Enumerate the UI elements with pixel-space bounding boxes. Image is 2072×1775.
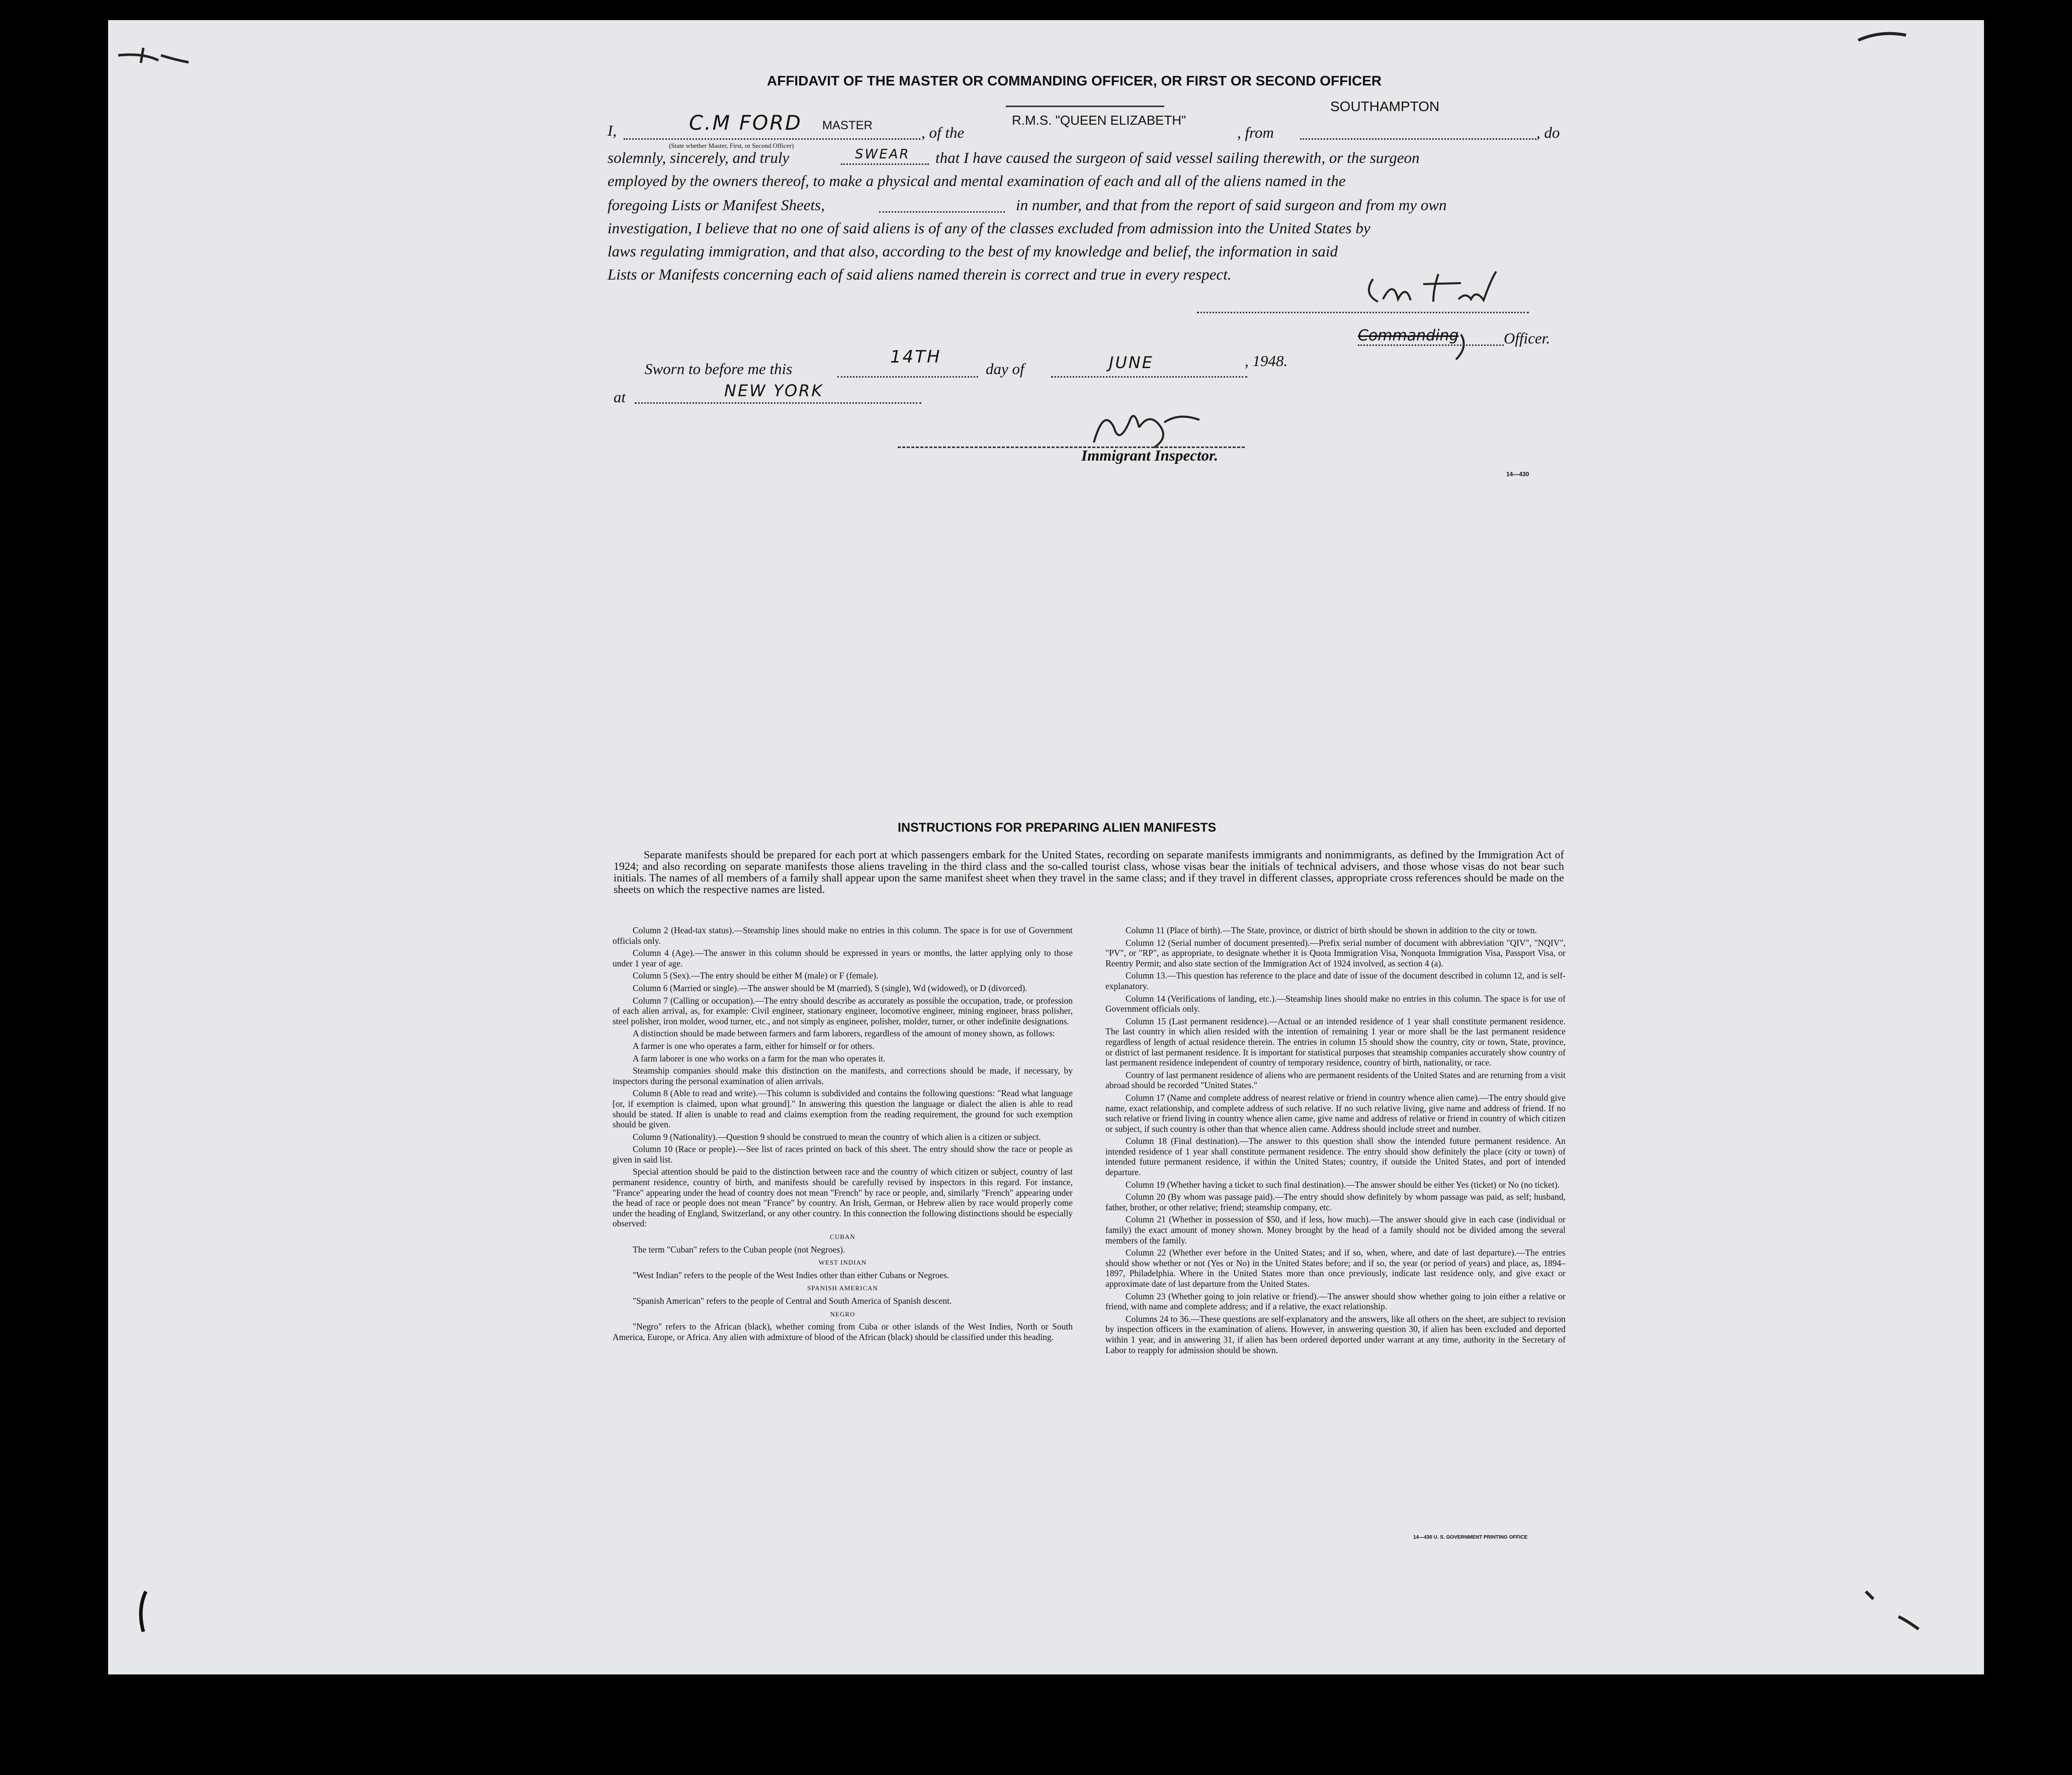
instruction-text: Country of last permanent residence of aliens who are permanent residents of the United States and are returning from a visit abroad should be recorded "United States." xyxy=(1105,1070,1566,1091)
instruction-text: A distinction should be made between farmers and farm laborers, regardless of the amount of money shown, as follows: xyxy=(633,1028,1055,1039)
instruction-lead: Column 18 (Final destination). xyxy=(1126,1136,1240,1146)
instruction-lead: Column 21 (Whether in possession of $50, and if less, how much). xyxy=(1126,1214,1371,1225)
instruction-lead: Column 15 (Last permanent residence). xyxy=(1126,1016,1269,1026)
inspector-signature xyxy=(1084,397,1215,453)
port-line xyxy=(1300,138,1536,140)
instruction-lead: Column 4 (Age). xyxy=(633,948,695,958)
affidavit-line6: laws regulating immigration, and that also, according to the best of my knowledge and belief, the information in said xyxy=(608,242,1338,260)
master-signature xyxy=(1358,264,1509,309)
instruction-lead: Column 2 (Head-tax status). xyxy=(633,925,734,935)
day-line xyxy=(837,376,978,378)
instruction-lead: Column 19 (Whether having a ticket to such final destination). xyxy=(1126,1179,1346,1190)
binder-hole xyxy=(1992,292,2018,318)
instruction-paragraph xyxy=(1105,1314,1566,1355)
at-text: at xyxy=(614,388,626,406)
instruction-paragraph xyxy=(613,1041,1073,1051)
instructions-title: INSTRUCTIONS FOR PREPARING ALIEN MANIFESTS xyxy=(898,821,1217,835)
instruction-text: —The answer should be M (married), S (single), Wd (widowed), or D (divorced). xyxy=(739,983,1027,993)
instruction-paragraph xyxy=(613,1296,1073,1306)
instruction-text: Special attention should be paid to the distinction between race and the country of which citizen or subject, country of last permanent residence, country of birth, and manifests should be carefully revised by inspectors in this regard. For instance, "France" appearing under the head of country does not mean "French" by race or people, and, similarly "French" appearing under the head of race or people does not mean "France" by country. An Irish, German, or Hebrew alien by race would properly come under the heading of England, Switzerland, or any other country. In this connection the following distinctions should be especially observed: xyxy=(613,1167,1073,1229)
instruction-text: "West Indian" refers to the people of the West Indies other than either Cubans or Negroes. xyxy=(633,1270,949,1280)
instruction-text: —This question has reference to the place and date of issue of the document described in column 12, and is self-explanatory. xyxy=(1105,970,1566,991)
instruction-paragraph xyxy=(1105,1070,1566,1091)
binder-hole xyxy=(1992,1448,2018,1474)
affidavit-line2a: solemnly, sincerely, and truly xyxy=(608,149,790,166)
instruction-text: A farm laborer is one who works on a farm for the man who operates it. xyxy=(633,1053,886,1063)
instructions-right-column xyxy=(1105,925,1566,1357)
instruction-text: —Prefix serial number of document with abbreviation "QIV", "NQIV", "PV", or "RP", as appropriate, to designate whether it is Quota Immigration Visa, Nonquota Immigration Visa, Passport Visa, or Reentry Permit; and also state section of the Immigration Act of 1924 involved, as section 4 (a). xyxy=(1105,937,1566,968)
instruction-paragraph xyxy=(613,1245,1073,1255)
month-line xyxy=(1051,376,1247,378)
instruction-text: Steamship companies should make this distinction on the manifests, and corrections should be made, if necessary, by inspectors during the personal examination of alien arrivals. xyxy=(613,1066,1073,1086)
officer-line xyxy=(1358,344,1504,346)
printing-office-footer: 14—430 U. S. GOVERNMENT PRINTING OFFICE xyxy=(1413,1535,1528,1540)
rank-caption: (State whether Master, First, or Second Officer) xyxy=(669,142,794,149)
instructions-intro: Separate manifests should be prepared for each port at which passengers embark for the United States, recording on separate manifests immigrants and nonimmigrants, as defined by the Immigration Act of 1924; and also recording on separate manifests those aliens traveling in the third class and the so-called tourist class, whose visas bear the initials of technical advisers, and those whose visas do not bear such initials. The names of all members of a family shall appear upon the same manifest sheet when they travel in the same class; and if they travel in different classes, appropriate cross references should be made on the sheets on which the respective names are listed. xyxy=(614,848,1564,896)
instruction-lead: Columns 24 to 36. xyxy=(1126,1313,1191,1324)
affidavit-line3: employed by the owners thereof, to make a physical and mental examination of each and all of the aliens named in the xyxy=(608,172,1346,190)
sworn-year: , 1948. xyxy=(1245,352,1288,370)
instruction-text: —See list of races printed on back of this sheet. The entry should show the race or people as given in said list. xyxy=(613,1144,1073,1165)
instruction-text: —The answer in this column should be expressed in years or months, the latter applying only to those under 1 year of age. xyxy=(613,948,1073,968)
instruction-paragraph xyxy=(613,983,1073,994)
instruction-lead: Column 7 (Calling or occupation). xyxy=(633,995,755,1006)
binder-hole xyxy=(1992,525,2018,551)
instruction-lead: Column 11 (Place of birth). xyxy=(1126,925,1223,935)
instruction-text: —The entry should give name, exact relationship, and complete address of such relative. If no such relative living, give name and address of friend. If no such relative or friend living in country whence alien came, give name and address of relative or friend in country of which citizen or subject, if such country is other than that whence alien came. Address should include street and number. xyxy=(1105,1092,1566,1134)
race-heading: SPANISH AMERICAN xyxy=(807,1284,878,1292)
instruction-paragraph xyxy=(613,1270,1073,1281)
affidavit-title: AFFIDAVIT OF THE MASTER OR COMMANDING OFFICER, OR FIRST OR SECOND OFFICER xyxy=(767,73,1382,88)
instruction-paragraph xyxy=(1105,1248,1566,1289)
instruction-paragraph xyxy=(613,1144,1073,1165)
instruction-paragraph xyxy=(613,925,1073,946)
instruction-paragraph xyxy=(1105,1291,1566,1312)
instruction-paragraph xyxy=(613,970,1073,981)
instruction-text: —The answer should be either Yes (ticket) or No (no ticket). xyxy=(1346,1179,1560,1190)
instruction-paragraph xyxy=(613,996,1073,1027)
instruction-text: "Negro" refers to the African (black), whether coming from Cuba or other islands of the West Indies, North or South America, Europe, or Africa. Any alien with admixture of blood of the African (black) should be classified under this heading. xyxy=(613,1321,1073,1342)
instruction-paragraph xyxy=(1105,1192,1566,1212)
affidavit-line5: investigation, I believe that no one of said aliens is of any of the classes excluded from admission into the United States by xyxy=(608,219,1370,237)
binder-hole xyxy=(1992,1134,2018,1160)
instruction-lead: Column 12 (Serial number of document presented). xyxy=(1126,937,1310,948)
master-name: C.M FORD xyxy=(689,112,802,135)
instruction-lead: Column 23 (Whether going to join relative or friend). xyxy=(1126,1291,1319,1301)
instruction-paragraph xyxy=(613,948,1073,968)
race-heading: NEGRO xyxy=(830,1310,855,1318)
sworn-month: JUNE xyxy=(1109,353,1154,372)
from-text: , from xyxy=(1237,124,1274,141)
struck-commanding: Commanding xyxy=(1358,327,1459,344)
binder-hole xyxy=(1992,1057,2018,1084)
do-text: , do xyxy=(1536,124,1560,141)
instruction-text: —The answer should show whether going to join either a relative or friend, with name and complete address; and if a relative, the exact relationship. xyxy=(1105,1291,1566,1312)
instruction-paragraph xyxy=(1105,1180,1566,1190)
edge-mark xyxy=(1856,28,1911,48)
form-number: 14—430 xyxy=(1506,471,1529,478)
instruction-text: —The answer to this question shall show the intended future permanent residence. An intended residence of 1 year shall constitute permanent residence. The entry should show definitely the place (city or town) of intended future permanent residence, if within the United States; country, if outside the United States, and port of intended departure. xyxy=(1105,1136,1566,1178)
instruction-paragraph xyxy=(1105,1136,1566,1177)
affidavit-line2b: that I have caused the surgeon of said vessel sailing therewith, or the surgeon xyxy=(935,149,1420,166)
instruction-paragraph xyxy=(613,1053,1073,1064)
instruction-lead: Column 10 (Race or people). xyxy=(633,1144,738,1155)
race-heading: CUBAN xyxy=(830,1233,855,1241)
race-heading: WEST INDIAN xyxy=(818,1259,867,1267)
of-the-text: , of the xyxy=(921,124,965,141)
instruction-text: —The entries should show whether or not (Yes or No) in the United States before; and if so, the year (or period of years) and place, as, 1894–1897, Philadelphia. Where in the United States more than once previously, indicate last residence only, and give exact or approximate date of last departure from the United States. xyxy=(1105,1248,1566,1289)
inspector-label: Immigrant Inspector. xyxy=(1081,447,1219,464)
name-line xyxy=(624,138,920,140)
instruction-paragraph xyxy=(613,1132,1073,1142)
instruction-paragraph xyxy=(1105,994,1566,1014)
number-line xyxy=(879,211,1005,213)
instruction-paragraph xyxy=(1105,1214,1566,1246)
vessel-name: R.M.S. "QUEEN ELIZABETH" xyxy=(1012,113,1186,128)
instruction-paragraph xyxy=(1105,925,1566,936)
instruction-paragraph xyxy=(613,1321,1073,1342)
signature-line xyxy=(1197,312,1529,313)
binder-hole xyxy=(1992,1371,2018,1397)
vessel-rule xyxy=(1006,106,1164,107)
edge-mark xyxy=(1863,1586,1924,1632)
instruction-text: A farmer is one who operates a farm, either for himself or for others. xyxy=(633,1040,875,1051)
instruction-text: —The answer should give in each case (individual or family) the exact amount of money shown. Money brought by the head of a family should not be divided among the several members of the family. xyxy=(1105,1214,1566,1246)
instruction-text: —These questions are self-explanatory and the answers, like all others on the sheet, are subject to revision by inspection officers in the examination of aliens. However, in answering question 30, if alien has been excluded and deported within 1 year, and in answering 31, if alien has been ordered deported under warrant at any time, authority in the Secretary of Labor to reapply for admission should be shown. xyxy=(1105,1313,1566,1355)
sworn-place: NEW YORK xyxy=(724,381,824,400)
instruction-lead: Column 14 (Verifications of landing, etc.). xyxy=(1126,993,1277,1004)
place-line xyxy=(635,402,921,404)
instruction-lead: Column 6 (Married or single). xyxy=(633,983,739,993)
officer-label: Officer. xyxy=(1504,329,1550,347)
oath-line xyxy=(841,163,929,165)
port-name: SOUTHAMPTON xyxy=(1330,99,1440,114)
sworn-day: 14TH xyxy=(890,347,941,367)
instruction-text: The term "Cuban" refers to the Cuban people (not Negroes). xyxy=(633,1244,845,1255)
instruction-lead: Column 9 (Nationality). xyxy=(633,1131,718,1142)
oath-word: SWEAR xyxy=(855,147,910,162)
sworn-prefix: Sworn to before me this xyxy=(645,360,793,378)
instruction-text: "Spanish American" refers to the people of Central and South America of Spanish descent. xyxy=(633,1296,952,1306)
signature-tail xyxy=(1448,332,1479,362)
instruction-lead: Column 20 (By whom was passage paid). xyxy=(1126,1192,1275,1202)
instruction-text: —The State, province, or district of birth should be shown in addition to the city or town. xyxy=(1222,925,1537,935)
edge-mark xyxy=(113,40,194,70)
instruction-lead: Column 5 (Sex). xyxy=(633,970,692,981)
instruction-paragraph xyxy=(613,1028,1073,1039)
instruction-paragraph xyxy=(1105,938,1566,969)
binder-hole xyxy=(1992,215,2018,241)
affidavit-i: I, xyxy=(608,122,617,139)
instructions-left-column xyxy=(613,925,1073,1344)
instruction-lead: Column 8 (Able to read and write). xyxy=(633,1088,758,1099)
instruction-text: —Steamship lines should make no entries in this column. The space is for use of Government officials only. xyxy=(1105,993,1566,1014)
instruction-text: —Actual or an intended residence of 1 year shall constitute permanent residence. The last country in which alien resided with the intention of remaining 1 year or more shall be the last permanent residence regardless of length of actual residence therein. The entries in column 15 should show the country, city or town, State, province, or district of last permanent residence. It is important for statistical purposes that steamship companies accurately show country of last permanent residence independent of country of temporary residence, country of birth, nationality, or race. xyxy=(1105,1016,1566,1068)
instruction-text: —This column is subdivided and contains the following questions: "Read what language [or, if exemption is claimed, upon what ground]." In answering this question the language or dialect the alien is able to read should be stated. If alien is unable to read and claims exemption from the reading requirement, the ground for such exemption should be given. xyxy=(613,1088,1073,1130)
instruction-paragraph xyxy=(1105,1093,1566,1134)
instruction-text: —The entry should be either M (male) or F (female). xyxy=(691,970,879,981)
instruction-paragraph xyxy=(613,1088,1073,1129)
instruction-text: —Steamship lines should make no entries in this column. The space is for use of Government officials only. xyxy=(613,925,1073,946)
instruction-text: —The entry should describe as accurately as possible the occupation, trade, or profession of each alien arrival, as, for example: Civil engineer, stationary engineer, locomotive engineer, mining engineer, brass polisher, steel polisher, iron molder, wood turner, etc., and not simply as engineer, polisher, molder, turner, or other indefinite designations. xyxy=(613,995,1073,1026)
binder-hole xyxy=(1992,601,2018,628)
instruction-paragraph xyxy=(613,1167,1073,1229)
affidavit-line4b: in number, and that from the report of said surgeon and from my own xyxy=(1016,196,1447,214)
instruction-lead: Column 13. xyxy=(1126,970,1167,981)
instruction-paragraph xyxy=(613,1066,1073,1086)
instruction-lead: Column 17 (Name and complete address of nearest relative or friend in country whence alien came). xyxy=(1126,1092,1480,1103)
day-of-text: day of xyxy=(986,360,1024,378)
officer-rank: MASTER xyxy=(822,119,873,132)
affidavit-line7: Lists or Manifests concerning each of said aliens named therein is correct and true in every respect. xyxy=(608,265,1232,283)
instruction-paragraph xyxy=(1105,1016,1566,1068)
edge-mark xyxy=(133,1589,153,1634)
instruction-text: —The entry should show definitely by whom passage was paid, as self; husband, father, brother, or other relative; friend; steamship company, etc. xyxy=(1105,1192,1566,1212)
instruction-paragraph xyxy=(1105,970,1566,991)
instruction-lead: Column 22 (Whether ever before in the United States; and if so, when, where, and date of last departure). xyxy=(1126,1248,1517,1258)
instruction-text: —Question 9 should be construed to mean the country of which alien is a citizen or subject. xyxy=(717,1131,1041,1142)
affidavit-line4a: foregoing Lists or Manifest Sheets, xyxy=(608,196,825,214)
